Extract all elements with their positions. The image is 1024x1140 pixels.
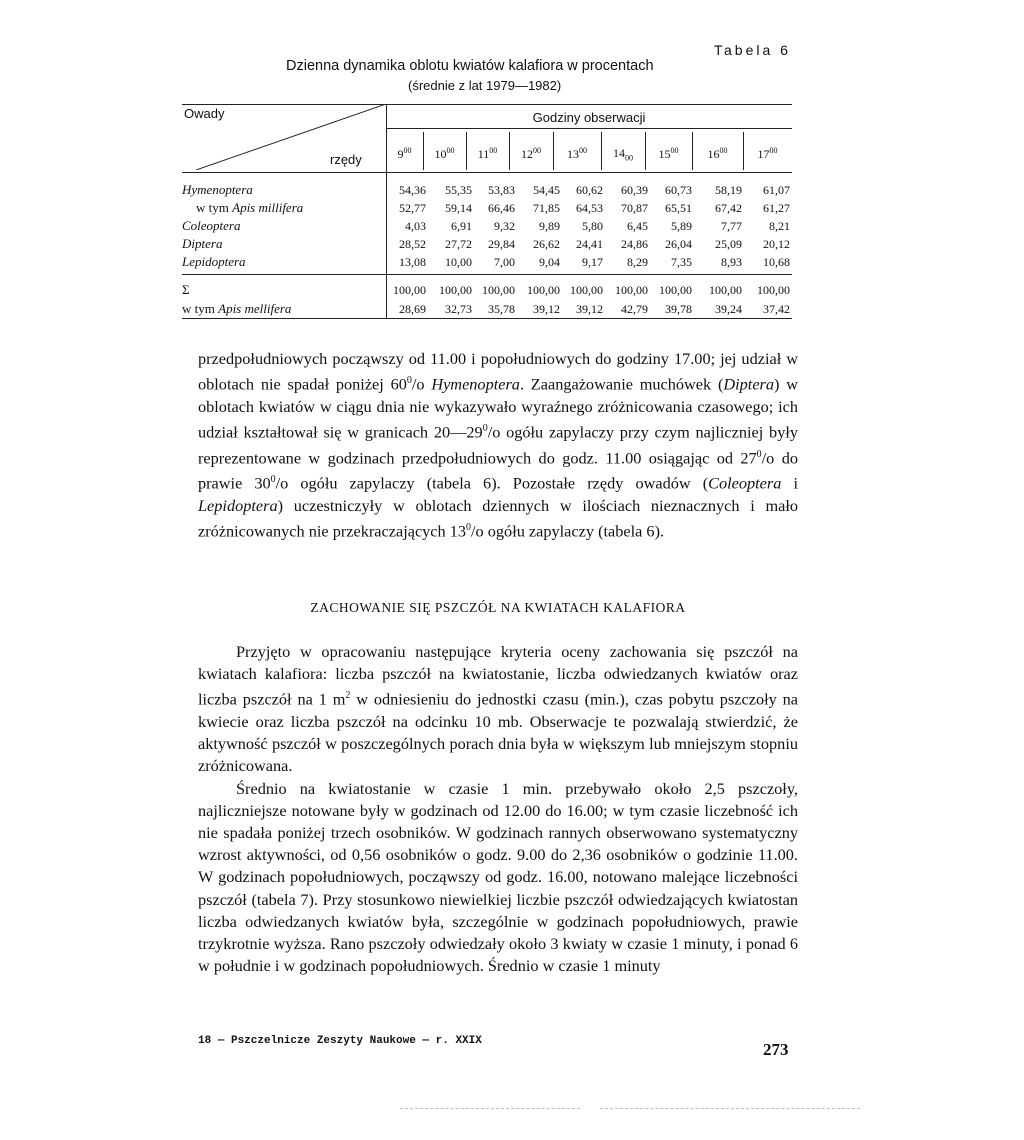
table-cell: 8,93 bbox=[721, 255, 742, 269]
table-cell: 7,77 bbox=[721, 219, 742, 233]
column-divider bbox=[692, 132, 693, 170]
column-divider bbox=[466, 132, 467, 170]
row-label: Hymenoptera bbox=[182, 182, 253, 197]
hour-header: $15^{00}$ bbox=[658, 146, 679, 161]
table-cell: 7,00 bbox=[494, 255, 515, 269]
column-divider bbox=[743, 132, 744, 170]
table-cell: 28,69 bbox=[399, 302, 426, 316]
table-cell: 4,03 bbox=[405, 219, 426, 233]
table-cell: 26,04 bbox=[665, 237, 692, 251]
table-cell: 59,14 bbox=[445, 201, 472, 215]
table-cell: 39,24 bbox=[715, 302, 742, 316]
table-cell: 100,00 bbox=[570, 283, 603, 297]
table-bottom-rule bbox=[182, 318, 792, 319]
table-cell: 10,00 bbox=[445, 255, 472, 269]
table-cell: 9,32 bbox=[494, 219, 515, 233]
table-cell: 64,53 bbox=[576, 201, 603, 215]
table-cell: 9,04 bbox=[539, 255, 560, 269]
scan-artifact bbox=[600, 1108, 860, 1110]
table-cell: 20,12 bbox=[763, 237, 790, 251]
table-cell: 61,27 bbox=[763, 201, 790, 215]
table-cell: 9,17 bbox=[582, 255, 603, 269]
row-label: Coleoptera bbox=[182, 218, 241, 233]
table-cell: 37,42 bbox=[763, 302, 790, 316]
table-cell: 32,73 bbox=[445, 302, 472, 316]
header-bottom-rule bbox=[182, 172, 792, 173]
row-label: Σ bbox=[182, 282, 190, 297]
table-cell: 24,41 bbox=[576, 237, 603, 251]
table-cell: 60,62 bbox=[576, 183, 603, 197]
table-cell: 5,89 bbox=[671, 219, 692, 233]
table-cell: 7,35 bbox=[671, 255, 692, 269]
table-cell: 100,00 bbox=[393, 283, 426, 297]
paragraph-3: Średnio na kwiatostanie w czasie 1 min. przebywało około 2,5 pszczoły, najliczniejsze notowane były w godzinach od 12.00 do 16.00; w tym czasie liczebność ich nie spadała poniżej trzech osobników. W godzinach rannych obserwowano systematyczny wzrost aktywności, od 0,56 osobników o godz. 9.00 do 2,36 osobników o godzinie 11.00. W godzinach popołudniowych, począwszy od godz. 16.00, notowano malejące liczebności pszczół (tabela 7). Przy stosunkowo niewielkiej liczbie pszczół odwiedzających kwiatostan liczba odwiedzanych kwiatów była, szczególnie w godzinach popołudniowych, prawie trzykrotnie wyższa. Rano pszczoły odwiedzały około 3 kwiaty w czasie 1 minuty, i ponad 6 w południe i w godzinach popołudniowych. Średnio w czasie 1 minuty bbox=[198, 778, 798, 976]
row-label: w tym Apis mellifera bbox=[182, 301, 292, 316]
table-cell: 8,21 bbox=[769, 219, 790, 233]
table-cell: 35,78 bbox=[488, 302, 515, 316]
column-divider bbox=[509, 132, 510, 170]
hour-header: $11^{00}$ bbox=[477, 146, 498, 161]
column-divider bbox=[423, 132, 424, 170]
table-cell: 100,00 bbox=[615, 283, 648, 297]
table-cell: 39,12 bbox=[576, 302, 603, 316]
scan-artifact bbox=[400, 1108, 580, 1110]
hour-header: $13^{00}$ bbox=[567, 146, 587, 161]
table-cell: 39,12 bbox=[533, 302, 560, 316]
table-cell: 60,39 bbox=[621, 183, 648, 197]
hour-header: $10^{00}$ bbox=[434, 146, 455, 161]
table-cell: 27,72 bbox=[445, 237, 472, 251]
table-cell: 54,45 bbox=[533, 183, 560, 197]
table-cell: 53,83 bbox=[488, 183, 515, 197]
table-cell: 100,00 bbox=[527, 283, 560, 297]
table-cell: 58,19 bbox=[715, 183, 742, 197]
table-cell: 67,42 bbox=[715, 201, 742, 215]
table-cell: 66,46 bbox=[488, 201, 515, 215]
table-cell: 100,00 bbox=[439, 283, 472, 297]
hour-header: $12^{00}$ bbox=[521, 146, 541, 161]
corner-bottom-label: rzędy bbox=[330, 152, 362, 167]
table-cell: 60,73 bbox=[665, 183, 692, 197]
table-cell: 54,36 bbox=[399, 183, 426, 197]
table-cell: 61,07 bbox=[763, 183, 790, 197]
body-bottom-rule bbox=[182, 274, 792, 275]
column-divider bbox=[645, 132, 646, 170]
hour-header: $14_{00}$ bbox=[613, 146, 633, 163]
table-cell: 6,45 bbox=[627, 219, 648, 233]
table-cell: 71,85 bbox=[533, 201, 560, 215]
table-cell: 6,91 bbox=[451, 219, 472, 233]
table-cell: 25,09 bbox=[715, 237, 742, 251]
table-subtitle: (średnie z lat 1979—1982) bbox=[408, 78, 562, 93]
table-cell: 65,51 bbox=[665, 201, 692, 215]
page-number: 273 bbox=[763, 1040, 789, 1059]
table-cell: 55,35 bbox=[445, 183, 472, 197]
table-cell: 100,00 bbox=[709, 283, 742, 297]
column-divider bbox=[553, 132, 554, 170]
table-cell: 13,08 bbox=[399, 255, 426, 269]
column-divider bbox=[601, 132, 602, 170]
table-cell: 28,52 bbox=[399, 237, 426, 251]
table-cell: 100,00 bbox=[659, 283, 692, 297]
table-cell: 10,68 bbox=[763, 255, 790, 269]
table-cell: 24,86 bbox=[621, 237, 648, 251]
table-cell: 5,80 bbox=[582, 219, 603, 233]
table-cell: 42,79 bbox=[621, 302, 648, 316]
table-label: Tabela 6 bbox=[714, 42, 791, 58]
table-cell: 9,89 bbox=[539, 219, 560, 233]
table-title: Dzienna dynamika oblotu kwiatów kalafiora w procentach bbox=[286, 58, 654, 74]
paragraph-2: Przyjęto w opracowaniu następujące kryteria oceny zachowania się pszczół na kwiatach kalafiora: liczba pszczół na kwiatostanie, liczba odwiedzanych kwiatów oraz liczba pszczół na 1 $m^2$ w odniesieniu do jednostki czasu (min.), czas pobytu pszczoły na kwiecie oraz liczba pszczół na odcinku 10 mb. Obserwacje te pozwalają stwierdzić, że aktywność pszczół w poszczególnych porach dnia była w większym lub mniejszym stopniu zróżnicowana. Średnio na kwiatostanie w czasie 1 min. przebywało około 2,5 pszczoły, najliczniejsze notowane były w godzinach od 12.00 do 16.00; w tym czasie liczebność ich nie spadała poniżej trzech osobników. W godzinach rannych obserwowano systematyczny wzrost aktywności, od 0,56 osobników o godz. 9.00 do 2,36 osobników o godzinie 11.00. W godzinach popołudniowych, począwszy od godz. 16.00, notowano malejące liczebności pszczół (tabela 7). Przy stosunkowo niewielkiej liczbie pszczół odwiedzających kwiatostan liczba odwiedzanych kwiatów była, szczególnie w godzinach popołudniowych, prawie trzykrotnie wyższa. Rano pszczoły odwiedzały około 3 kwiaty w czasie 1 minuty, i ponad 6 w południe i w godzinach popołudniowych. Średnio w czasie 1 minuty bbox=[198, 641, 798, 977]
table-cell: 8,29 bbox=[627, 255, 648, 269]
group-header-rule bbox=[386, 128, 792, 129]
table-cell: 39,78 bbox=[665, 302, 692, 316]
hour-header: $17^{00}$ bbox=[757, 146, 778, 161]
hour-header: $9^{00}$ bbox=[397, 146, 412, 161]
corner-top-label: Owady bbox=[184, 106, 225, 121]
paragraph-1: przedpołudniowych począwszy od 11.00 i popołudniowych do godziny 17.00; jej udział w oblotach nie spadał poniżej $60^0/o$ Hymenoptera. Zaangażowanie muchówek (Diptera) w oblotach kwiatów w ciągu dnia nie wykazywało wyraźnego zróżnicowania czasowego; ich udział kształtował się w granicach $20—29^0/o$ ogółu zapylaczy przy czym najliczniej były reprezentowane w godzinach przedpołudniowych do godz. 11.00 osiągając od $27^0/o$ do prawie $30^0/o$ ogółu zapylaczy (tabela 6). Pozostałe rzędy owadów (Coleoptera i Lepidoptera) uczestniczyły w oblotach dziennych w ilościach nieznacznych i mało zróżnicowanych nie przekraczających $13^0/o$ ogółu zapylaczy (tabela 6). bbox=[198, 349, 798, 541]
journal-footer: 18 — Pszczelnicze Zeszyty Naukowe — r. XXIX bbox=[198, 1035, 482, 1047]
group-header: Godziny obserwacji bbox=[532, 110, 646, 125]
hour-header: $16^{00}$ bbox=[707, 146, 728, 161]
table-cell: 100,00 bbox=[757, 283, 790, 297]
table-cell: 26,62 bbox=[533, 237, 560, 251]
table-cell: 29,84 bbox=[488, 237, 515, 251]
row-label: Diptera bbox=[182, 236, 223, 251]
table-cell: 70,87 bbox=[621, 201, 648, 215]
table-cell: 52,77 bbox=[399, 201, 426, 215]
row-label: Lepidoptera bbox=[182, 254, 246, 269]
row-label: w tym Apis millifera bbox=[196, 200, 304, 215]
table-cell: 100,00 bbox=[482, 283, 515, 297]
section-heading: ZACHOWANIE SIĘ PSZCZÓŁ NA KWIATACH KALAFIORA bbox=[310, 600, 686, 615]
